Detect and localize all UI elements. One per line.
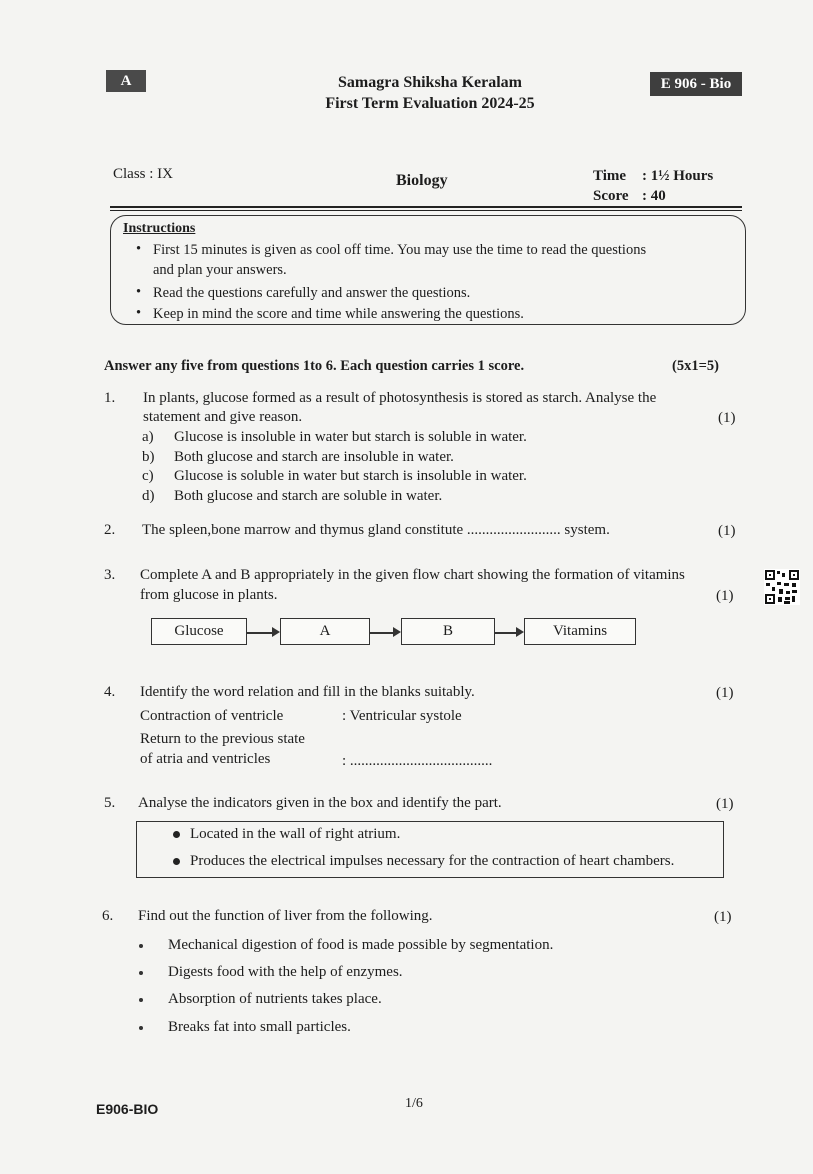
question-2-text: The spleen,bone marrow and thymus gland constitute ......................... system. — [142, 522, 610, 538]
bullet-dot — [139, 1026, 143, 1030]
question-4-score: (1) — [716, 685, 734, 701]
question-6-score: (1) — [714, 909, 732, 925]
flow-box-b: B — [401, 618, 495, 645]
section-marks: (5x1=5) — [672, 358, 719, 374]
arrow-right-icon — [393, 627, 401, 637]
header-rule-thin — [110, 210, 742, 211]
question-3-score: (1) — [716, 588, 734, 604]
bullet: • — [136, 305, 142, 321]
relation-left-1: Contraction of ventricle — [140, 708, 284, 724]
exam-title: First Term Evaluation 2024-25 — [325, 95, 535, 112]
relation-blank: : ...................................... — [342, 753, 493, 769]
relation-left-2: Return to the previous state — [140, 731, 305, 747]
flow-arrow — [247, 632, 272, 634]
instruction-item: First 15 minutes is given as cool off time. You may use the time to read the questions — [153, 242, 647, 258]
set-label-badge: A — [106, 70, 146, 92]
option-text: Glucose is insoluble in water but starch is soluble in water. — [174, 429, 527, 445]
question-4-text: Identify the word relation and fill in the blanks suitably. — [140, 684, 475, 700]
question-1-text: In plants, glucose formed as a result of photosynthesis is stored as starch. Analyse the — [143, 390, 657, 406]
question-2-score: (1) — [718, 523, 736, 539]
instruction-item: Keep in mind the score and time while answering the questions. — [153, 306, 524, 322]
paper-code-badge: E 906 - Bio — [650, 72, 742, 96]
arrow-right-icon — [272, 627, 280, 637]
question-5-text: Analyse the indicators given in the box and identify the part. — [138, 795, 502, 811]
option-label: c) — [142, 468, 154, 484]
bullet-dot — [139, 998, 143, 1002]
option-label: d) — [142, 488, 155, 504]
question-number: 2. — [104, 522, 116, 538]
question-1-score: (1) — [718, 410, 736, 426]
question-3-text: Complete A and B appropriately in the given flow chart showing the formation of vitamins — [140, 567, 685, 583]
bullet-dot — [139, 971, 143, 975]
arrow-right-icon — [516, 627, 524, 637]
flow-arrow — [495, 632, 516, 634]
instruction-item: and plan your answers. — [153, 262, 287, 278]
indicator-item: Located in the wall of right atrium. — [190, 826, 401, 842]
bullet-dot — [139, 944, 143, 948]
score-label: Score — [593, 188, 629, 204]
option-label: b) — [142, 449, 155, 465]
question-number: 3. — [104, 567, 116, 583]
flow-arrow — [370, 632, 393, 634]
instruction-item: Read the questions carefully and answer the questions. — [153, 285, 471, 301]
option-text: Both glucose and starch are soluble in water. — [174, 488, 443, 504]
flow-box-a: A — [280, 618, 370, 645]
relation-right-1: : Ventricular systole — [342, 708, 462, 724]
class-label: Class : IX — [113, 166, 173, 182]
time-label: Time — [593, 168, 627, 184]
option-text: Both glucose and starch are insoluble in water. — [174, 449, 454, 465]
question-3-text-cont: from glucose in plants. — [140, 587, 278, 603]
subject-title: Biology — [396, 172, 448, 189]
bullet: • — [136, 284, 142, 300]
page-number: 1/6 — [405, 1096, 423, 1111]
org-name: Samagra Shiksha Keralam — [337, 74, 522, 91]
flow-box-vitamins: Vitamins — [524, 618, 636, 645]
question-1-text-cont: statement and give reason. — [143, 409, 303, 425]
option-text: Glucose is soluble in water but starch is insoluble in water. — [174, 468, 527, 484]
question-number: 6. — [102, 908, 114, 924]
question-6-text: Find out the function of liver from the following. — [138, 908, 433, 924]
question-number: 1. — [104, 390, 116, 406]
qr-code-icon — [764, 569, 800, 605]
time-value: : 1½ Hours — [642, 168, 714, 184]
score-value: : 40 — [642, 188, 666, 204]
instructions-title: Instructions — [123, 221, 196, 236]
option-item: Breaks fat into small particles. — [168, 1019, 351, 1035]
question-5-score: (1) — [716, 796, 734, 812]
header-rule — [110, 206, 742, 208]
footer-code: E906-BIO — [96, 1101, 159, 1117]
bullet-dot — [173, 831, 180, 838]
bullet: • — [136, 241, 142, 257]
option-label: a) — [142, 429, 154, 445]
section-title: Answer any five from questions 1to 6. Each question carries 1 score. — [104, 358, 525, 374]
relation-left-2-cont: of atria and ventricles — [140, 751, 271, 767]
question-number: 4. — [104, 684, 116, 700]
question-number: 5. — [104, 795, 116, 811]
option-item: Digests food with the help of enzymes. — [168, 964, 403, 980]
flow-box-glucose: Glucose — [151, 618, 247, 645]
indicator-item: Produces the electrical impulses necessary for the contraction of heart chambers. — [190, 853, 675, 869]
bullet-dot — [173, 858, 180, 865]
option-item: Mechanical digestion of food is made possible by segmentation. — [168, 937, 554, 953]
option-item: Absorption of nutrients takes place. — [168, 991, 382, 1007]
